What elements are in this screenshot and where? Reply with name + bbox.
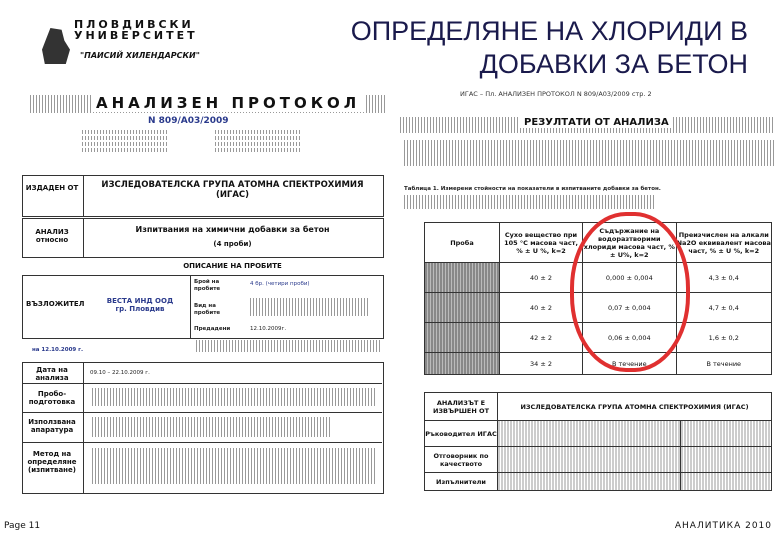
- results-intro: [404, 140, 774, 166]
- table-caption-cont: [404, 195, 654, 209]
- prep-value: [92, 388, 377, 406]
- analysis-label: АНАЛИЗ относно: [35, 228, 69, 244]
- table-row: 42 ± 2 0,06 ± 0,004 1,6 ± 0,2: [425, 323, 772, 353]
- protocol-title: АНАЛИЗЕН ПРОТОКОЛ: [92, 94, 364, 112]
- logo-subtext: "ПАИСИЙ ХИЛЕНДАРСКИ": [80, 51, 200, 60]
- results-title: РЕЗУЛТАТИ ОТ АНАЛИЗА: [520, 117, 673, 128]
- method-label: Метод на определяне (изпитване): [27, 450, 77, 474]
- col-alkali: Преизчислен на алкали Na2O еквивалент масова част, % ± U %, k=2: [676, 223, 771, 263]
- leader-label: Ръководител ИГАС: [425, 421, 498, 447]
- col-chlorides: Съдържание на водоразтворими хлориди масова част, % ± U%, k=2: [583, 223, 676, 263]
- count-label: Брой на пробите: [194, 279, 221, 292]
- performers-label: Изпълнители: [425, 473, 498, 491]
- equip-value: [92, 417, 332, 437]
- signature-table: [424, 392, 772, 491]
- col-dry-matter: Сухо вещество при 105 °C масова част, % ± U %, k=2: [499, 223, 582, 263]
- sign-group: ИЗСЛЕДОВАТЕЛСКА ГРУПА АТОМНА СПЕКТРОХИМИЯ (ИГАС): [498, 393, 772, 421]
- desc-header: ОПИСАНИЕ НА ПРОБИТЕ: [183, 262, 282, 270]
- footer-brand: АНАЛИТИКА 2010: [674, 521, 772, 531]
- count-value: 4 бр. (четири проби): [250, 281, 310, 287]
- type-value: [250, 298, 370, 316]
- table-row: 34 ± 2 В течение В течение: [425, 353, 772, 375]
- prep-label: Пробо-подготовка: [28, 390, 76, 406]
- delivered-value: 12.10.2009г.: [250, 326, 287, 332]
- dates-value: 09.10 – 22.10.2009 г.: [90, 370, 150, 376]
- type-label: Вид на пробите: [194, 303, 221, 316]
- analysis-value: Изпитвания на химични добавки за бетон: [135, 225, 330, 234]
- protocol-note: [215, 128, 301, 168]
- sample-cell: [425, 353, 500, 375]
- sample-cell: [425, 323, 500, 353]
- dates-label: Дата на анализа: [35, 366, 69, 382]
- order-note: [82, 128, 168, 168]
- sample-cell: [425, 293, 500, 323]
- quality-label: Отговорник по качеството: [425, 447, 498, 473]
- date-note: [196, 340, 380, 352]
- client-label: ВЪЗЛОЖИТЕЛ: [26, 300, 85, 308]
- table-row: 40 ± 2 0,000 ± 0,004 4,3 ± 0,4: [425, 263, 772, 293]
- page-number: Page 11: [4, 521, 41, 531]
- university-logo-icon: [42, 28, 70, 64]
- page-title: ОПРЕДЕЛЯНЕ НА ХЛОРИДИ В ДОБАВКИ ЗА БЕТОН: [350, 16, 748, 79]
- table-row: 40 ± 2 0,07 ± 0,004 4,7 ± 0,4: [425, 293, 772, 323]
- highlight-oval: [570, 212, 690, 372]
- issued-label: ИЗДАДЕН ОТ: [25, 184, 79, 192]
- col-sample: Проба: [425, 223, 500, 263]
- group-name: ИЗСЛЕДОВАТЕЛСКА ГРУПА АТОМНА СПЕКТРОХИМИЯ (ИГАС): [101, 180, 364, 200]
- protocol-number: N 809/A03/2009: [148, 116, 229, 126]
- right-header: ИГАС – Пл. АНАЛИЗЕН ПРОТОКОЛ N 809/A03/2009 стр. 2: [460, 90, 652, 98]
- client-value: ВЕСТА ИНД ООД гр. Пловдив: [106, 297, 174, 313]
- logo-text: ПЛОВДИВСКИ УНИВЕРСИТЕТ: [74, 18, 198, 42]
- method-value: [92, 448, 377, 484]
- delivered-label: Предадени: [194, 326, 231, 332]
- table-caption: Таблица 1. Измерени стойности на показатели в изпитваните добавки за бетон.: [404, 186, 661, 192]
- equip-label: Използвана апаратура: [28, 418, 76, 434]
- date-label: на 12.10.2009 г.: [32, 347, 84, 353]
- sign-label: АНАЛИЗЪТ Е ИЗВЪРШЕН ОТ: [425, 393, 498, 421]
- samples-count: (4 проби): [213, 240, 252, 248]
- sample-cell: [425, 263, 500, 293]
